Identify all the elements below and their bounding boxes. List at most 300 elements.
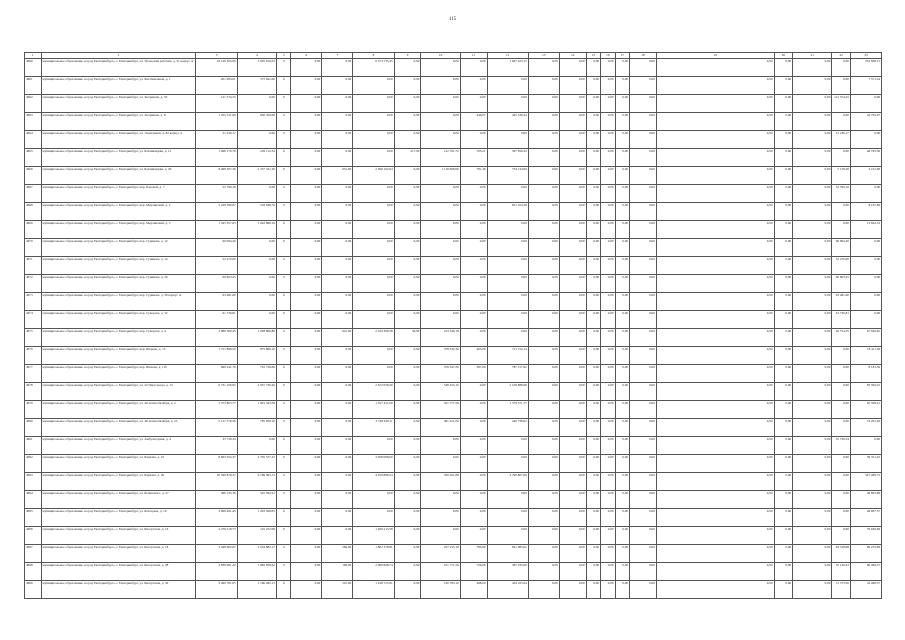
table-cell: 0,00 (656, 365, 774, 383)
table-cell: 0,00 (774, 239, 793, 257)
table-cell: 0,00 (353, 221, 394, 239)
table-cell: 434 165,04 (487, 581, 528, 599)
table-cell: 0,00 (322, 113, 353, 131)
table-cell: 0,00 (630, 185, 657, 203)
column-number: 12 (487, 53, 528, 59)
row-number: 4676 (25, 347, 42, 365)
table-cell: 0,00 (774, 311, 793, 329)
table-cell: 0,00 (630, 545, 657, 563)
table-cell: 0,00 (656, 347, 774, 365)
table-row (25, 167, 882, 185)
table-cell: 445 536,24 (487, 113, 528, 131)
column-number: 10 (421, 53, 460, 59)
table-cell: 0,00 (793, 167, 832, 185)
table-cell: 0,00 (630, 131, 657, 149)
table-cell: 0,00 (421, 239, 460, 257)
column-number: 6 (291, 53, 322, 59)
address-cell: муниципальное образование «город Екатеринбург», г. Екатеринбург, пер. Сурикова, д. 39 корпус А (41, 293, 196, 311)
table-cell: 0,00 (353, 365, 394, 383)
table-cell: 0,00 (630, 293, 657, 311)
table-cell: 0,00 (322, 293, 353, 311)
row-number: 4687 (25, 545, 42, 563)
table-cell: 0,00 (850, 131, 881, 149)
table-cell: 0,00 (774, 401, 793, 419)
table-cell: 0,00 (559, 239, 586, 257)
row-number: 4665 (25, 149, 42, 167)
table-cell: 1 118 698,06 (421, 167, 460, 185)
table-cell: 0,00 (559, 563, 586, 581)
table-row (25, 473, 882, 491)
table-cell: 0,00 (832, 365, 851, 383)
table-cell: 0,00 (322, 95, 353, 113)
table-cell: 0,00 (630, 437, 657, 455)
table-cell: 0 (276, 167, 290, 185)
table-cell: 3 499 781,05 (196, 581, 237, 599)
table-cell: 0,00 (322, 239, 353, 257)
table-row (25, 455, 882, 473)
table-cell: 0,00 (793, 383, 832, 401)
table-cell: 3 905 816,03 (237, 59, 276, 77)
table-cell: 0,00 (291, 509, 322, 527)
row-number: 4679 (25, 401, 42, 419)
table-cell: 0,00 (656, 131, 774, 149)
address-cell: муниципальное образование «город Екатеринбург», г. Екатеринбург, ул. Бехтерева, д. 16 (41, 509, 196, 527)
table-cell: 0,00 (559, 149, 586, 167)
address-cell: муниципальное образование «город Екатеринбург», г. Екатеринбург, пер. Суворова, д. 32 (41, 311, 196, 329)
table-cell: 350 261,88 (421, 473, 460, 491)
table-cell: 0,00 (291, 167, 322, 185)
address-cell: муниципальное образование «город Екатеринбург», г. Екатеринбург, пер. Сурикова, д. 14 (41, 257, 196, 275)
table-cell: 0,00 (394, 275, 421, 293)
table-cell: 8 167,69 (850, 203, 881, 221)
table-cell: 0,00 (460, 95, 487, 113)
row-number: 4688 (25, 563, 42, 581)
table-cell: 0,00 (656, 311, 774, 329)
table-cell: 1 438 725,91 (353, 581, 394, 599)
table-row (25, 131, 882, 149)
table-cell: 0,00 (353, 95, 394, 113)
table-cell: 0,00 (559, 527, 586, 545)
table-cell: 90 094,20 (832, 239, 851, 257)
table-cell: 0,00 (528, 131, 559, 149)
table-cell: 0,00 (586, 221, 600, 239)
table-cell: 3 508 008,60 (353, 455, 394, 473)
table-cell: 0,00 (586, 527, 600, 545)
table-cell: 0,00 (528, 167, 559, 185)
table-cell: 0,00 (559, 311, 586, 329)
table-cell: 0,00 (656, 59, 774, 77)
row-number: 4681 (25, 437, 42, 455)
table-cell: 0,00 (832, 149, 851, 167)
table-cell: 0,00 (586, 203, 600, 221)
table-cell: 61 736,81 (832, 311, 851, 329)
table-cell: 0,00 (630, 77, 657, 95)
table-cell: 0,00 (528, 77, 559, 95)
address-cell: муниципальное образование «город Екатеринбург», г. Екатеринбург, пер. Шахова, д. 11б (41, 365, 196, 383)
table-cell: 0,00 (774, 131, 793, 149)
column-number: 17 (615, 53, 629, 59)
row-number: 4684 (25, 491, 42, 509)
table-cell: 0,00 (793, 131, 832, 149)
table-cell: 0,00 (774, 95, 793, 113)
table-cell: 0,00 (615, 275, 629, 293)
table-cell: 0,00 (421, 185, 460, 203)
table-cell: 0,00 (774, 113, 793, 131)
table-cell: 0,00 (528, 185, 559, 203)
table-row (25, 113, 882, 131)
table-cell: 711 152,14 (487, 347, 528, 365)
table-cell: 0,00 (291, 95, 322, 113)
column-number: 16 (601, 53, 615, 59)
table-cell: 0,00 (322, 437, 353, 455)
table-cell: 0,00 (793, 545, 832, 563)
table-cell: 0,00 (601, 473, 615, 491)
table-cell: 0,00 (630, 167, 657, 185)
table-cell: 0,00 (322, 347, 353, 365)
table-cell: 0,00 (394, 419, 421, 437)
table-cell: 0,00 (601, 95, 615, 113)
column-number: 23 (850, 53, 881, 59)
table-cell: 0,00 (421, 95, 460, 113)
table-cell: 0,00 (630, 95, 657, 113)
table-cell: 0,00 (528, 383, 559, 401)
row-number: 4683 (25, 473, 42, 491)
table-cell: 0,00 (832, 455, 851, 473)
table-cell: 545 592,91 (237, 491, 276, 509)
table-cell: 0,00 (394, 365, 421, 383)
row-number: 4670 (25, 239, 42, 257)
table-cell: 0,00 (322, 311, 353, 329)
table-cell: 0,00 (601, 563, 615, 581)
table-cell: 0,00 (601, 545, 615, 563)
table-cell: 0,00 (528, 491, 559, 509)
table-cell: 856 350,00 (237, 113, 276, 131)
table-cell: 2 366 102,64 (353, 167, 394, 185)
table-cell: 0,00 (322, 491, 353, 509)
table-cell: 0,00 (559, 365, 586, 383)
table-cell: 0,00 (237, 293, 276, 311)
table-cell: 705,21 (460, 149, 487, 167)
table-cell: 0,00 (394, 185, 421, 203)
table-cell: 0,00 (656, 509, 774, 527)
table-cell: 0,00 (487, 311, 528, 329)
table-cell: 0,00 (353, 293, 394, 311)
table-cell: 1 357 451,00 (353, 401, 394, 419)
table-cell: 0,00 (601, 203, 615, 221)
table-cell: 501,00 (322, 581, 353, 599)
table-cell: 0,00 (394, 77, 421, 95)
table-cell: 0,00 (586, 545, 600, 563)
table-cell: 5 121 576,56 (196, 419, 237, 437)
table-cell: 0,00 (656, 221, 774, 239)
table-cell: 229 112,34 (237, 149, 276, 167)
table-cell: 0,00 (793, 473, 832, 491)
address-cell: муниципальное образование «город Екатеринбург», г. Екатеринбург, ул. Электриков, д. 82 корпус 4 (41, 131, 196, 149)
table-cell: 0,00 (559, 167, 586, 185)
table-cell: 1 667 423,15 (487, 59, 528, 77)
table-cell: 0,00 (487, 275, 528, 293)
table-cell: 0,00 (291, 347, 322, 365)
table-cell: 0,00 (630, 527, 657, 545)
table-cell: 0,00 (394, 95, 421, 113)
table-cell: 76 949,69 (850, 527, 881, 545)
table-cell: 0,00 (586, 455, 600, 473)
table-cell: 0,00 (601, 581, 615, 599)
table-cell: 0,00 (615, 221, 629, 239)
table-cell: 0,00 (774, 437, 793, 455)
table-cell: 0,00 (421, 203, 460, 221)
table-cell: 0 (276, 221, 290, 239)
table-cell: 1 293 568,05 (237, 509, 276, 527)
row-number: 4666 (25, 167, 42, 185)
table-cell: 2 937 736,46 (237, 383, 276, 401)
table-cell: 0,00 (586, 383, 600, 401)
table-cell: 0,00 (559, 383, 586, 401)
table-cell: 0,00 (630, 419, 657, 437)
table-cell: 0,00 (291, 221, 322, 239)
table-cell: 0,00 (586, 419, 600, 437)
table-cell: 0,00 (586, 59, 600, 77)
table-cell: 1 545 357,63 (196, 221, 237, 239)
row-number: 4669 (25, 221, 42, 239)
table-cell: 2 980 360,45 (196, 329, 237, 347)
table-cell: 875 866,10 (237, 347, 276, 365)
table-cell: 6 731 106,95 (196, 383, 237, 401)
table-cell: 0,00 (832, 347, 851, 365)
table-cell: 0,00 (394, 311, 421, 329)
table-cell: 3 790 807,09 (487, 473, 528, 491)
table-cell: 0,00 (291, 383, 322, 401)
table-cell: 0,00 (793, 509, 832, 527)
table-cell: 0,00 (793, 275, 832, 293)
table-row (25, 149, 882, 167)
table-cell: 101 771,56 (421, 563, 460, 581)
table-cell: 52 790,16 (196, 185, 237, 203)
table-cell: 413 346,18 (421, 329, 460, 347)
table-cell: 52 270,00 (832, 257, 851, 275)
table-cell: 0,00 (394, 491, 421, 509)
table-cell: 0,00 (630, 347, 657, 365)
table-cell: 4 059 889,24 (353, 473, 394, 491)
table-cell: 63 481,60 (832, 293, 851, 311)
table-cell: 0,00 (322, 131, 353, 149)
table-cell: 1 891 343,56 (237, 401, 276, 419)
table-cell: 0,00 (832, 401, 851, 419)
table-cell: 0,00 (656, 95, 774, 113)
table-cell: 60 603,25 (832, 275, 851, 293)
table-cell: 1 042 868,19 (237, 221, 276, 239)
table-cell: 0,00 (559, 581, 586, 599)
table-cell: 0,00 (291, 581, 322, 599)
table-cell: 0,00 (656, 77, 774, 95)
table-cell: 51 236,17 (832, 131, 851, 149)
register-table (24, 52, 882, 599)
table-cell: 0,00 (832, 383, 851, 401)
table-cell: 0 (276, 293, 290, 311)
table-cell: 0,00 (630, 221, 657, 239)
table-cell: 0,00 (774, 221, 793, 239)
table-cell: 0,00 (601, 347, 615, 365)
column-number: 11 (460, 53, 487, 59)
table-cell: 0,00 (630, 203, 657, 221)
table-cell: 0,00 (559, 509, 586, 527)
table-cell: 0,00 (394, 455, 421, 473)
table-cell: 0,00 (601, 131, 615, 149)
table-cell: 0,00 (630, 383, 657, 401)
table-row (25, 437, 882, 455)
table-cell: 20 599 879,37 (196, 473, 237, 491)
table-cell: 26 754,35 (832, 329, 851, 347)
table-cell: 0,00 (291, 149, 322, 167)
row-number: 4675 (25, 329, 42, 347)
table-cell: 121 574,25 (832, 95, 851, 113)
table-cell: 0,00 (601, 455, 615, 473)
address-cell: муниципальное образование «город Екатеринбург», г. Екатеринбург, ул. Бахчиванджи, д. 12 (41, 149, 196, 167)
address-cell: муниципальное образование «город Екатеринбург», г. Екатеринбург, ул. Хохрякова, д. 33 (41, 95, 196, 113)
table-cell: 0,00 (630, 329, 657, 347)
table-cell: 0,00 (528, 275, 559, 293)
table-cell: 641,00 (322, 329, 353, 347)
table-cell: 0,00 (291, 293, 322, 311)
row-number: 4686 (25, 527, 42, 545)
table-cell: 0,00 (237, 275, 276, 293)
table-cell: 0,00 (528, 437, 559, 455)
table-row (25, 185, 882, 203)
table-cell: 584,00 (322, 545, 353, 563)
table-cell: 0,00 (656, 113, 774, 131)
table-cell: 0,00 (237, 239, 276, 257)
table-cell: 0,00 (394, 257, 421, 275)
address-cell: муниципальное образование «город Екатеринбург», г. Екатеринбург, пер. Медлинский, д. 3 (41, 221, 196, 239)
table-cell: 0,00 (615, 77, 629, 95)
row-number: 4678 (25, 383, 42, 401)
table-cell: 0,00 (559, 491, 586, 509)
table-cell: 0,00 (586, 491, 600, 509)
table-cell: 0,00 (832, 509, 851, 527)
table-cell: 0,00 (322, 473, 353, 491)
table-cell: 0,00 (394, 203, 421, 221)
table-cell: 0,00 (394, 473, 421, 491)
table-row (25, 59, 882, 77)
table-cell: 0,00 (487, 239, 528, 257)
address-cell: муниципальное образование «город Екатеринбург», г. Екатеринбург, ул. Хохрякова, д. 8 (41, 113, 196, 131)
table-cell: 0,00 (656, 437, 774, 455)
column-number: 1 (25, 53, 42, 59)
table-cell: 0,00 (421, 293, 460, 311)
table-cell: 0,00 (460, 275, 487, 293)
table-cell: 257 255,10 (421, 545, 460, 563)
table-cell: 0,00 (353, 491, 394, 509)
table-cell: 0,00 (615, 527, 629, 545)
table-cell: 42 763,07 (850, 113, 881, 131)
table-cell: 0,00 (656, 455, 774, 473)
table-cell: 90 094,20 (196, 239, 237, 257)
table-cell: 0,00 (615, 185, 629, 203)
table-cell: 7 371,24 (850, 77, 881, 95)
table-cell: 0,00 (601, 527, 615, 545)
table-cell: 0,00 (322, 365, 353, 383)
table-cell: 0,00 (322, 59, 353, 77)
table-cell: 0,00 (615, 473, 629, 491)
table-cell: 3 668 481,45 (196, 509, 237, 527)
table-cell: 0,00 (850, 257, 881, 275)
table-cell: 0,00 (793, 455, 832, 473)
table-cell: 0 (276, 509, 290, 527)
table-cell: 0,00 (487, 185, 528, 203)
table-cell: 0,00 (774, 347, 793, 365)
table-cell: 0 (276, 239, 290, 257)
table-cell: 0,00 (559, 437, 586, 455)
address-cell: муниципальное образование «город Екатеринбург», г. Екатеринбург, ул. 40-летия Октября, д. 2 (41, 401, 196, 419)
table-cell: 0,00 (793, 95, 832, 113)
table-cell: 0,00 (353, 437, 394, 455)
table-cell: 0,00 (656, 527, 774, 545)
address-cell: муниципальное образование «город Екатеринбург», г. Екатеринбург, ул. Бисертская, д. 28 (41, 563, 196, 581)
table-cell: 841 085,02 (487, 545, 528, 563)
table-cell: 0,00 (774, 473, 793, 491)
table-cell: 0,00 (559, 293, 586, 311)
table-cell: 0,00 (850, 275, 881, 293)
table-cell: 0,00 (394, 401, 421, 419)
table-cell: 0 (276, 473, 290, 491)
address-cell: муниципальное образование «город Екатеринбург», г. Екатеринбург, ул. 22 Партсъезда, д. 15 (41, 383, 196, 401)
row-number: 4674 (25, 311, 42, 329)
table-cell: 0,00 (615, 203, 629, 221)
table-cell: 785 958,10 (237, 419, 276, 437)
table-cell: 0,00 (601, 257, 615, 275)
table-cell: 51 573,56 (832, 581, 851, 599)
table-cell: 4 839 981,20 (196, 563, 237, 581)
table-cell: 3 448 602,67 (196, 545, 237, 563)
table-cell: 0,00 (601, 77, 615, 95)
table-cell: 0,00 (615, 293, 629, 311)
table-cell: 0,00 (460, 311, 487, 329)
table-cell: 0,00 (237, 185, 276, 203)
table-row (25, 293, 882, 311)
table-cell: 0,00 (774, 419, 793, 437)
table-cell: 0,00 (460, 239, 487, 257)
table-cell: 1 269 213,58 (353, 527, 394, 545)
row-number: 4661 (25, 77, 42, 95)
table-cell: 0 (276, 185, 290, 203)
table-cell: 2 034 882,17 (237, 545, 276, 563)
table-cell: 2 672 058,49 (353, 383, 394, 401)
table-row (25, 311, 882, 329)
table-cell: 0,00 (559, 473, 586, 491)
row-number: 4673 (25, 293, 42, 311)
table-cell: 0,00 (793, 59, 832, 77)
table-cell: 0,00 (793, 185, 832, 203)
table-cell: 481 221,00 (421, 419, 460, 437)
table-cell: 0,00 (460, 257, 487, 275)
table-cell: 0,00 (528, 401, 559, 419)
table-cell: 2 109 888,08 (487, 383, 528, 401)
table-cell: 0,00 (291, 545, 322, 563)
address-cell: муниципальное образование «город Екатеринбург», г. Екатеринбург, ул. Бисертская, д. 16 (41, 527, 196, 545)
table-cell: 0,00 (460, 203, 487, 221)
table-cell: 0,00 (559, 329, 586, 347)
table-cell: 0,00 (559, 401, 586, 419)
table-cell: 0,00 (630, 581, 657, 599)
table-cell: 0 (276, 563, 290, 581)
table-cell: 0,00 (394, 347, 421, 365)
address-cell: муниципальное образование «город Екатеринбург», г. Екатеринбург, пер. Медлинский, д. 2 (41, 203, 196, 221)
table-cell: 2 080 668,74 (353, 563, 394, 581)
table-cell: 0,00 (793, 365, 832, 383)
table-row (25, 365, 882, 383)
table-cell: 0,00 (656, 185, 774, 203)
table-cell: 0,00 (832, 113, 851, 131)
